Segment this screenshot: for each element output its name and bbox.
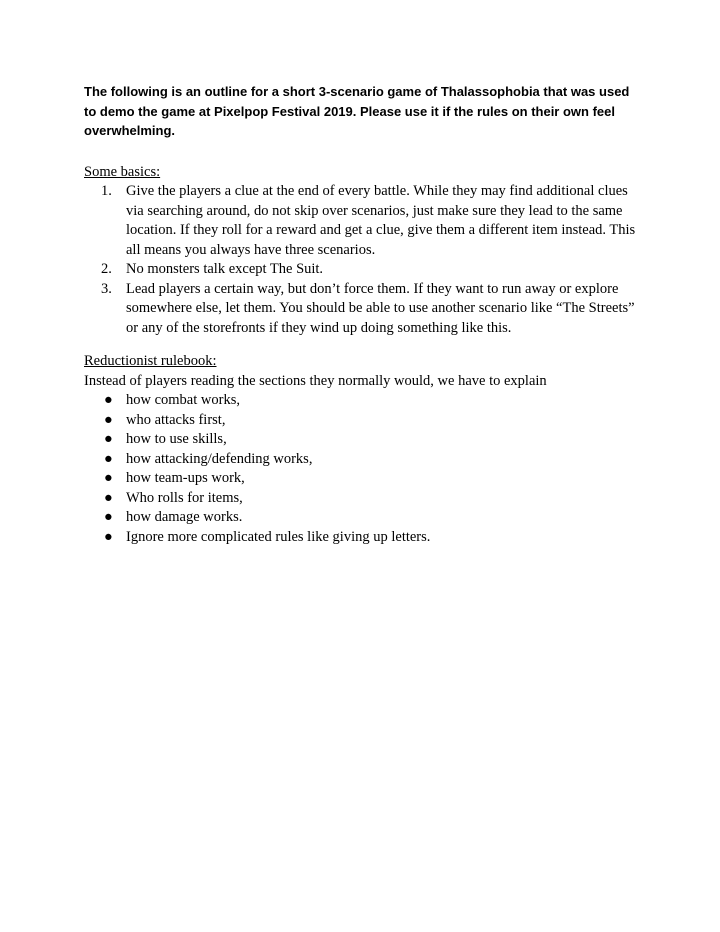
list-item-text: Ignore more complicated rules like giving up letters. xyxy=(126,528,431,545)
basics-item-text: Give the players a clue at the end of every battle. While they may find additional clues via searching around, do not skip over scenarios, just make sure they lead to the same location. If they roll for a reward and get a clue, give them a different item instead. This all means you always have three scenarios. xyxy=(126,183,636,258)
list-item xyxy=(84,391,644,411)
list-item xyxy=(84,489,644,509)
list-item-text: how to use skills, xyxy=(126,431,227,447)
reductionist-heading: Reductionist rulebook: xyxy=(84,353,217,369)
bullet-icon: ● xyxy=(104,489,113,506)
basics-item xyxy=(84,280,644,339)
list-item xyxy=(84,528,644,548)
spacer xyxy=(84,338,644,352)
intro-paragraph: The following is an outline for a short 3-scenario game of Thalassophobia that was used to demo the game at Pixelpop Festival 2019. Please use it if the rules on their own feel overwhelming. xyxy=(84,84,630,138)
list-item-text: how combat works, xyxy=(126,392,240,408)
list-item xyxy=(84,450,644,470)
list-item xyxy=(84,469,644,489)
list-number: 1. xyxy=(101,183,112,199)
list-item-text: Who rolls for items, xyxy=(126,489,243,506)
basics-item-text: Lead players a certain way, but don’t force them. If they want to run away or explore somewhere else, let them. You should be able to use another scenario like “The Streets” or any of the storefronts if they wind up doing something like this. xyxy=(126,280,635,336)
spacer xyxy=(84,141,644,163)
list-item-text: who attacks first, xyxy=(126,411,226,428)
reductionist-section xyxy=(84,352,644,547)
list-item-text: how attacking/defending works, xyxy=(126,450,313,467)
bullet-icon: ● xyxy=(104,450,113,467)
basics-heading: Some basics: xyxy=(84,163,161,180)
basics-list xyxy=(84,182,644,338)
bullet-icon: ● xyxy=(104,411,113,428)
list-number: 2. xyxy=(101,261,112,277)
bullet-icon: ● xyxy=(104,470,113,486)
list-item xyxy=(84,411,644,431)
list-item-text: how damage works. xyxy=(126,509,243,525)
basics-item-text: No monsters talk except The Suit. xyxy=(126,261,324,277)
bullet-icon: ● xyxy=(104,431,113,447)
list-item xyxy=(84,508,644,528)
bullet-icon: ● xyxy=(104,528,113,545)
basics-item xyxy=(84,182,644,260)
reductionist-list xyxy=(84,391,644,547)
document-page xyxy=(84,82,644,547)
reductionist-lead: Instead of players reading the sections they normally would, we have to explain xyxy=(84,372,547,389)
list-number: 3. xyxy=(101,280,112,297)
basics-item xyxy=(84,260,644,280)
bullet-icon: ● xyxy=(104,392,113,408)
list-item xyxy=(84,430,644,450)
basics-section xyxy=(84,163,644,339)
list-item-text: how team-ups work, xyxy=(126,470,245,486)
bullet-icon: ● xyxy=(104,509,113,525)
